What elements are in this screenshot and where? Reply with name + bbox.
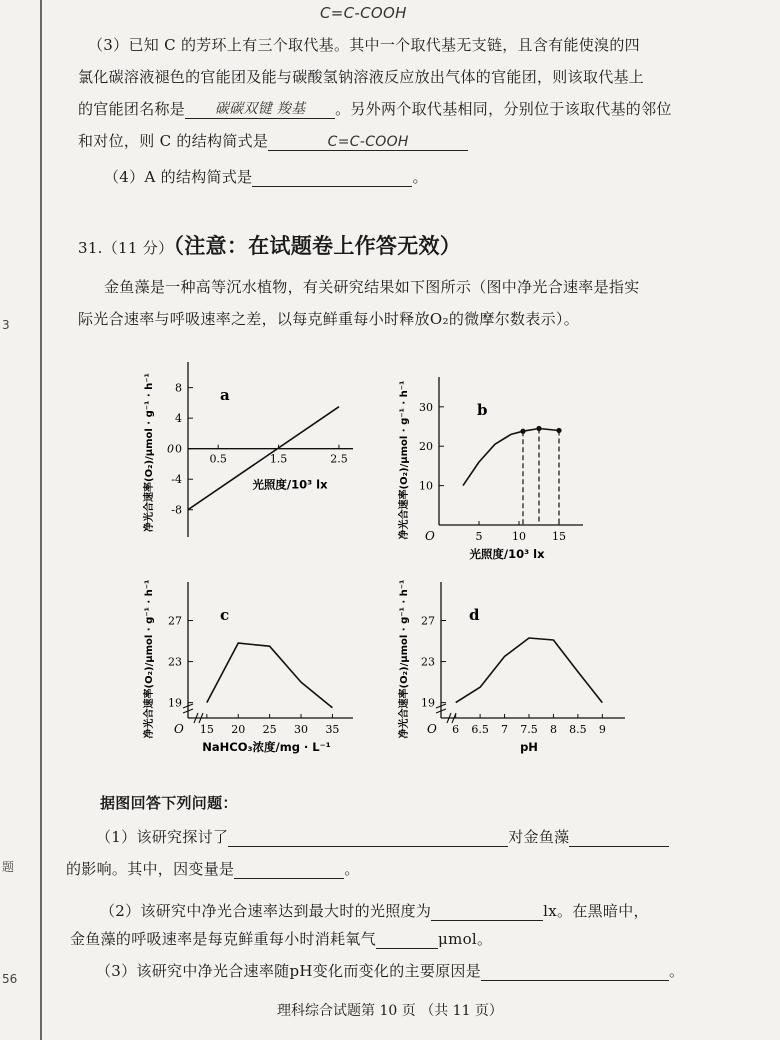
y-tick-label: 20: [419, 440, 433, 454]
y-tick-label: 19: [168, 696, 182, 710]
x-axis-label: 光照度/10³ lx: [252, 477, 328, 492]
q31-answer-dependent-variable: [234, 860, 344, 879]
y-tick-label: -4: [171, 473, 182, 487]
x-axis-label: 光照度/10³ lx: [469, 547, 545, 561]
y-tick-label: 23: [421, 655, 435, 669]
x-tick-label: 7: [501, 723, 509, 736]
x-tick-label: 6: [452, 723, 460, 736]
y-tick-label: 0: [175, 442, 182, 456]
series-line: [456, 638, 603, 703]
top-handwriting: C=C-COOH: [320, 4, 407, 22]
side-mark-1: 3: [2, 318, 10, 332]
q31-answer-ph-reason: [481, 962, 669, 981]
y-tick-label: 23: [168, 655, 182, 669]
q31-notice: （注意：在试题卷上作答无效）: [173, 234, 462, 258]
q31-sub2-text-c: 金鱼藻的呼吸速率是每克鲜重每小时消耗氧气: [70, 930, 377, 948]
q31-sub1-line2: [66, 858, 360, 879]
origin-label: O: [425, 529, 435, 543]
q30-part4-text: （4）A 的结构简式是: [104, 168, 253, 186]
q31-sub3-text: （3）该研究中净光合速率随pH变化而变化的主要原因是: [96, 962, 482, 980]
y-tick-label: 19: [421, 696, 435, 710]
q30-part3-line3: [78, 98, 672, 119]
x-tick-label: 5: [475, 530, 483, 543]
y-tick-label: 4: [175, 412, 182, 426]
q31-sub1-text-b: 对金鱼藻: [508, 828, 570, 846]
q30-answer-structure-c: C=C-COOH: [268, 134, 468, 151]
y-tick-label: 27: [421, 614, 435, 628]
q31-sub2-text: （2）该研究中净光合速率达到最大时的光照度为: [100, 902, 432, 920]
q30-answer-functional-groups: 碳碳双键 羧基: [185, 98, 335, 119]
y-axis-label: 净光合速率(O₂)/μmol · g⁻¹ · h⁻¹: [144, 579, 155, 739]
side-mark-3: 56: [2, 972, 18, 986]
x-tick-label: 1.5: [269, 452, 288, 466]
q31-sub3: [96, 960, 684, 981]
y-tick-label: -8: [171, 503, 182, 517]
x-tick-label: 9: [598, 723, 606, 736]
data-point: [556, 428, 561, 433]
q31-sub3-end: 。: [669, 962, 685, 980]
y-tick-label: 27: [168, 614, 182, 628]
q30-part3-text-c: 和对位，则 C 的结构简式是: [78, 132, 269, 150]
q31-intro-line1: 金鱼藻是一种高等沉水植物，有关研究结果如下图所示（图中净光合速率是指实: [104, 278, 640, 296]
panel-label: a: [220, 386, 230, 404]
x-tick-label: 25: [262, 723, 277, 736]
q31-sub2-line1: [100, 900, 649, 921]
q31-number: 31.（11 分）: [78, 239, 174, 257]
x-axis-label: NaHCO₃浓度/mg · L⁻¹: [202, 740, 331, 754]
y-tick-label: 30: [419, 400, 433, 414]
side-mark-2: 题: [2, 860, 15, 874]
x-tick-label: 10: [512, 530, 526, 543]
q30-part3-text-b: 。另外两个取代基相同，分别位于该取代基的邻位: [335, 100, 672, 118]
data-point: [536, 426, 541, 431]
x-tick-label: 0.5: [209, 452, 227, 466]
q31-sub1-text: （1）该研究探讨了: [96, 828, 229, 846]
q30-part4: [104, 166, 428, 187]
chart-b: [395, 355, 590, 565]
y-axis-label: 净光合速率(O₂)/μmol · g⁻¹ · h⁻¹: [399, 380, 410, 540]
x-tick-label: 15: [552, 530, 566, 543]
page-footer: 理科综合试题第 10 页 （共 11 页）: [277, 1003, 503, 1019]
series-line: [463, 429, 559, 486]
y-tick-label: 8: [175, 381, 182, 395]
y-axis-label: 净光合速率(O₂)/μmol · g⁻¹ · h⁻¹: [399, 579, 410, 739]
x-tick-label: 7.5: [520, 723, 538, 736]
q30-part4-end: 。: [412, 168, 428, 186]
x-tick-label: 15: [199, 723, 214, 736]
panel-label: c: [220, 606, 230, 624]
q30-part3-line1: （3）已知 C 的芳环上有三个取代基。其中一个取代基无支链，且含有能使溴的四: [88, 36, 640, 54]
answer-heading: 据图回答下列问题：: [100, 794, 238, 812]
q31-header: [78, 230, 461, 260]
q31-answer-variable: [228, 828, 508, 847]
q31-intro-line2: 际光合速率与呼吸速率之差，以每克鲜重每小时释放O₂的微摩尔数表示）。: [78, 310, 580, 328]
q31-answer-respiration: [376, 930, 438, 949]
origin-label: O: [174, 722, 184, 736]
binding-margin-line: [40, 0, 42, 1040]
x-tick-label: 2.5: [330, 452, 348, 466]
q31-sub1-line1: [96, 826, 669, 847]
q30-part3-line2: 氯化碳溶液褪色的官能团及能与碳酸氢钠溶液反应放出气体的官能团，则该取代基上: [78, 68, 645, 86]
x-tick-label: 35: [325, 723, 340, 736]
q31-sub2-line2: [70, 928, 492, 949]
y-axis-label: 净光合速率(O₂)/μmol · g⁻¹ · h⁻¹: [144, 373, 155, 532]
chart-c: [140, 570, 370, 770]
q30-part3-text: 的官能团名称是: [78, 100, 186, 118]
q30-answer-structure-a: [252, 168, 412, 187]
q31-sub2-end: μmol。: [438, 930, 493, 948]
q31-sub1-text-c: 的影响。其中，因变量是: [66, 860, 235, 878]
x-tick-label: 6.5: [471, 723, 489, 736]
q31-answer-effect: [569, 828, 669, 847]
chart-d: [395, 570, 630, 770]
data-point: [520, 429, 525, 434]
zero-label: 0: [167, 442, 174, 456]
panel-label: b: [477, 401, 488, 419]
q30-part3-line4: [78, 130, 468, 151]
x-axis-label: pH: [520, 740, 538, 754]
x-tick-label: 20: [231, 723, 246, 736]
x-tick-label: 8.5: [569, 723, 587, 736]
q31-sub2-text-b: lx。在黑暗中，: [543, 902, 649, 920]
q31-answer-max-light: [431, 902, 543, 921]
panel-label: d: [469, 606, 480, 624]
x-tick-label: 30: [294, 723, 309, 736]
x-tick-label: 8: [549, 723, 557, 736]
q31-sub1-end: 。: [344, 860, 360, 878]
origin-label: O: [427, 722, 437, 736]
y-tick-label: 10: [419, 479, 433, 493]
chart-a: [140, 350, 370, 560]
series-line: [207, 643, 333, 708]
